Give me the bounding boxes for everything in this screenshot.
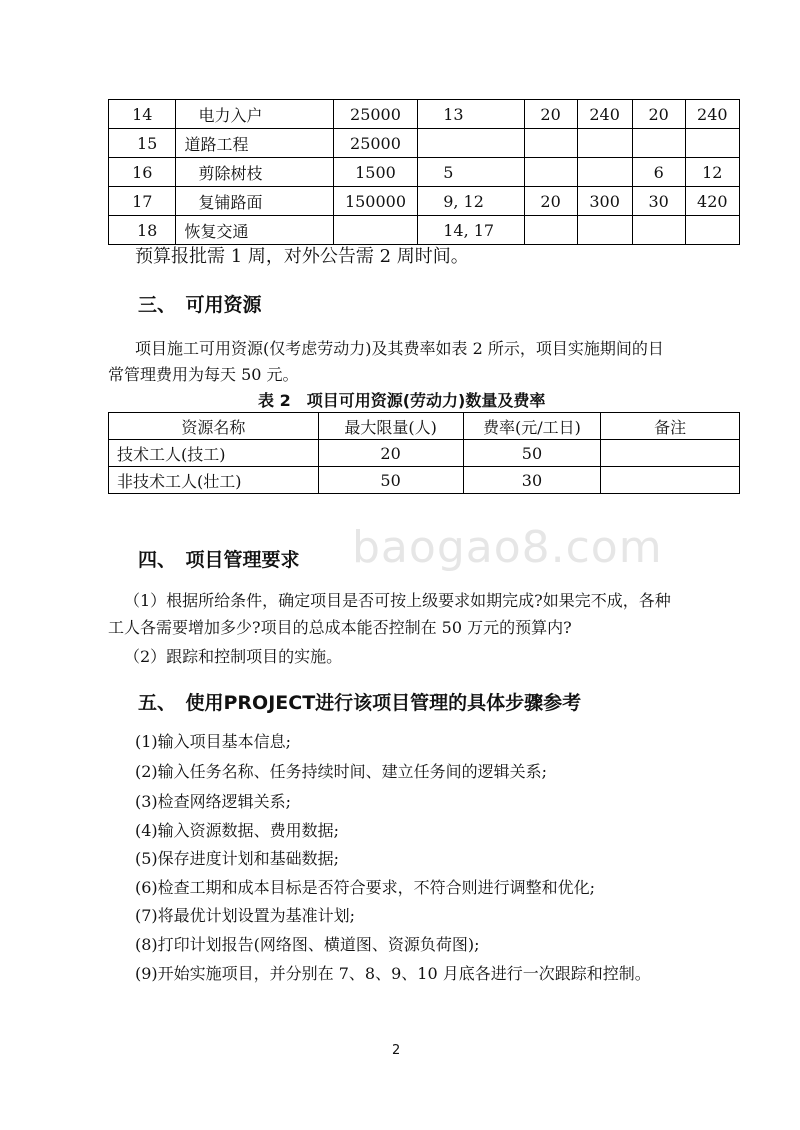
task-predecessors: 13 [418,100,524,129]
resource-rate: 30 [463,467,601,494]
task-value-2 [577,129,632,158]
task-cost: 25000 [333,100,417,129]
table-caption: 表 2 项目可用资源(劳动力)数量及费率 [258,391,546,410]
task-value-2: 300 [577,187,632,216]
paragraph-line: 常管理费用为每天 50 元。 [108,365,299,384]
task-value-2: 240 [577,100,632,129]
task-name: 道路工程 [176,129,333,158]
task-value-1 [524,129,577,158]
resource-note [601,440,740,467]
task-predecessors: 14, 17 [418,216,524,245]
table-row [109,216,740,245]
column-header: 备注 [601,413,740,440]
task-cost: 1500 [333,158,417,187]
task-value-1: 20 [524,187,577,216]
step-item: (3)检查网络逻辑关系; [135,792,292,811]
task-number: 18 [109,216,176,245]
task-value-4: 240 [685,100,739,129]
task-predecessors: 5 [418,158,524,187]
task-number: 14 [109,100,176,129]
task-name: 恢复交通 [176,216,333,245]
page-number: 2 [392,1043,401,1058]
resource-note [601,467,740,494]
table-header-row [109,413,740,440]
column-header: 费率(元/工日) [463,413,601,440]
task-predecessors [418,129,524,158]
section-heading-steps: 五、 使用PROJECT进行该项目管理的具体步骤参考 [138,692,582,714]
task-name: 剪除树枝 [176,158,333,187]
section-heading-requirements: 四、 项目管理要求 [138,549,300,571]
task-number: 16 [109,158,176,187]
task-value-4: 420 [685,187,739,216]
table-row [109,129,740,158]
task-value-4 [685,216,739,245]
step-item: (6)检查工期和成本目标是否符合要求，不符合则进行调整和优化; [135,878,596,897]
resource-max: 50 [318,467,463,494]
step-item: (4)输入资源数据、费用数据; [135,821,340,840]
resource-name: 非技术工人(壮工) [109,467,319,494]
step-item: (2)输入任务名称、任务持续时间、建立任务间的逻辑关系; [135,762,548,781]
task-value-3: 30 [632,187,685,216]
column-header: 资源名称 [109,413,319,440]
step-item: (7)将最优计划设置为基准计划; [135,906,356,925]
task-table [108,99,740,245]
table-row [109,440,740,467]
task-cost: 150000 [333,187,417,216]
task-value-1 [524,158,577,187]
watermark: baogao8.com [352,522,663,573]
table-row [109,467,740,494]
step-item: (5)保存进度计划和基础数据; [135,849,340,868]
step-item: (9)开始实施项目，并分别在 7、8、9、10 月底各进行一次跟踪和控制。 [135,964,651,983]
requirement-item: （1）根据所给条件，确定项目是否可按上级要求如期完成?如果完不成，各种 [124,591,671,610]
task-value-4 [685,129,739,158]
section-heading-resources: 三、 可用资源 [138,294,262,316]
resource-table [108,412,740,494]
task-value-1: 20 [524,100,577,129]
task-number: 15 [109,129,176,158]
task-number: 17 [109,187,176,216]
table-row [109,158,740,187]
task-cost [333,216,417,245]
table-row [109,187,740,216]
task-cost: 25000 [333,129,417,158]
resource-max: 20 [318,440,463,467]
task-value-3 [632,129,685,158]
task-name: 复铺路面 [176,187,333,216]
task-predecessors: 9, 12 [418,187,524,216]
task-value-2 [577,158,632,187]
requirement-item: 工人各需要增加多少?项目的总成本能否控制在 50 万元的预算内? [108,618,572,637]
task-name: 电力入户 [176,100,333,129]
task-value-2 [577,216,632,245]
column-header: 最大限量(人) [318,413,463,440]
task-value-1 [524,216,577,245]
resource-name: 技术工人(技工) [109,440,319,467]
task-value-3 [632,216,685,245]
step-item: (8)打印计划报告(网络图、横道图、资源负荷图); [135,935,480,954]
task-value-4: 12 [685,158,739,187]
resource-rate: 50 [463,440,601,467]
step-item: (1)输入项目基本信息; [135,732,292,751]
budget-note: 预算报批需 1 周，对外公告需 2 周时间。 [135,246,469,267]
requirement-item: （2）跟踪和控制项目的实施。 [124,647,343,666]
task-value-3: 6 [632,158,685,187]
table-row [109,100,740,129]
task-value-3: 20 [632,100,685,129]
paragraph-line: 项目施工可用资源(仅考虑劳动力)及其费率如表 2 所示，项目实施期间的日 [135,339,664,358]
